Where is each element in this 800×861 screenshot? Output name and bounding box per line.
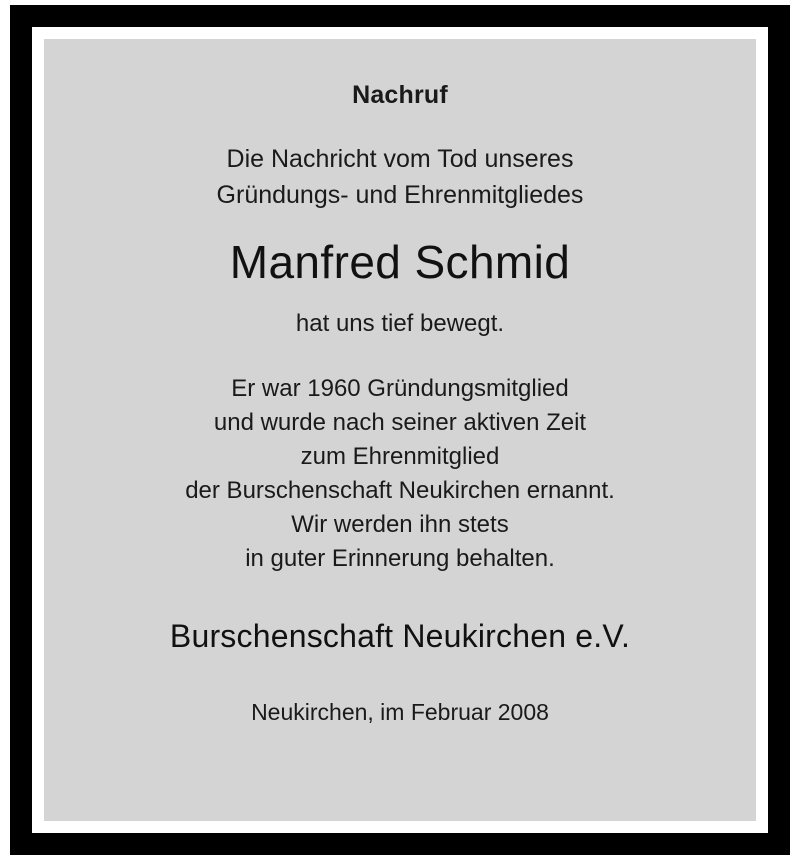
place-and-date: Neukirchen, im Februar 2008: [251, 699, 549, 726]
obituary-intro-line-2: Gründungs- und Ehrenmitgliedes: [216, 180, 584, 209]
obituary-intro-line-1: Die Nachricht vom Tod unseres: [226, 145, 574, 173]
organization-name: Burschenschaft Neukirchen e.V.: [169, 618, 631, 655]
obituary-moved-line: hat uns tief bewegt.: [295, 309, 505, 337]
obituary-body-text: [185, 372, 615, 576]
obituary-body-line-5: Wir werden ihn stets: [291, 510, 509, 538]
obituary-body-line-6: in guter Erinnerung behalten.: [245, 544, 555, 572]
obituary-body-line-3: zum Ehrenmitglied: [300, 442, 500, 470]
deceased-name: Manfred Schmid: [229, 236, 571, 288]
obituary-intro: [217, 142, 584, 213]
obituary-content-field: [44, 39, 756, 821]
obituary-inner-border: [32, 27, 768, 833]
obituary-body-line-2: und wurde nach seiner aktiven Zeit: [213, 408, 587, 436]
obituary-body-line-4: der Burschenschaft Neukirchen ernannt.: [185, 476, 615, 504]
obituary-notice-frame: [10, 5, 790, 855]
obituary-body-line-1: Er war 1960 Gründungsmitglied: [231, 374, 569, 402]
obituary-heading: Nachruf: [352, 81, 448, 109]
